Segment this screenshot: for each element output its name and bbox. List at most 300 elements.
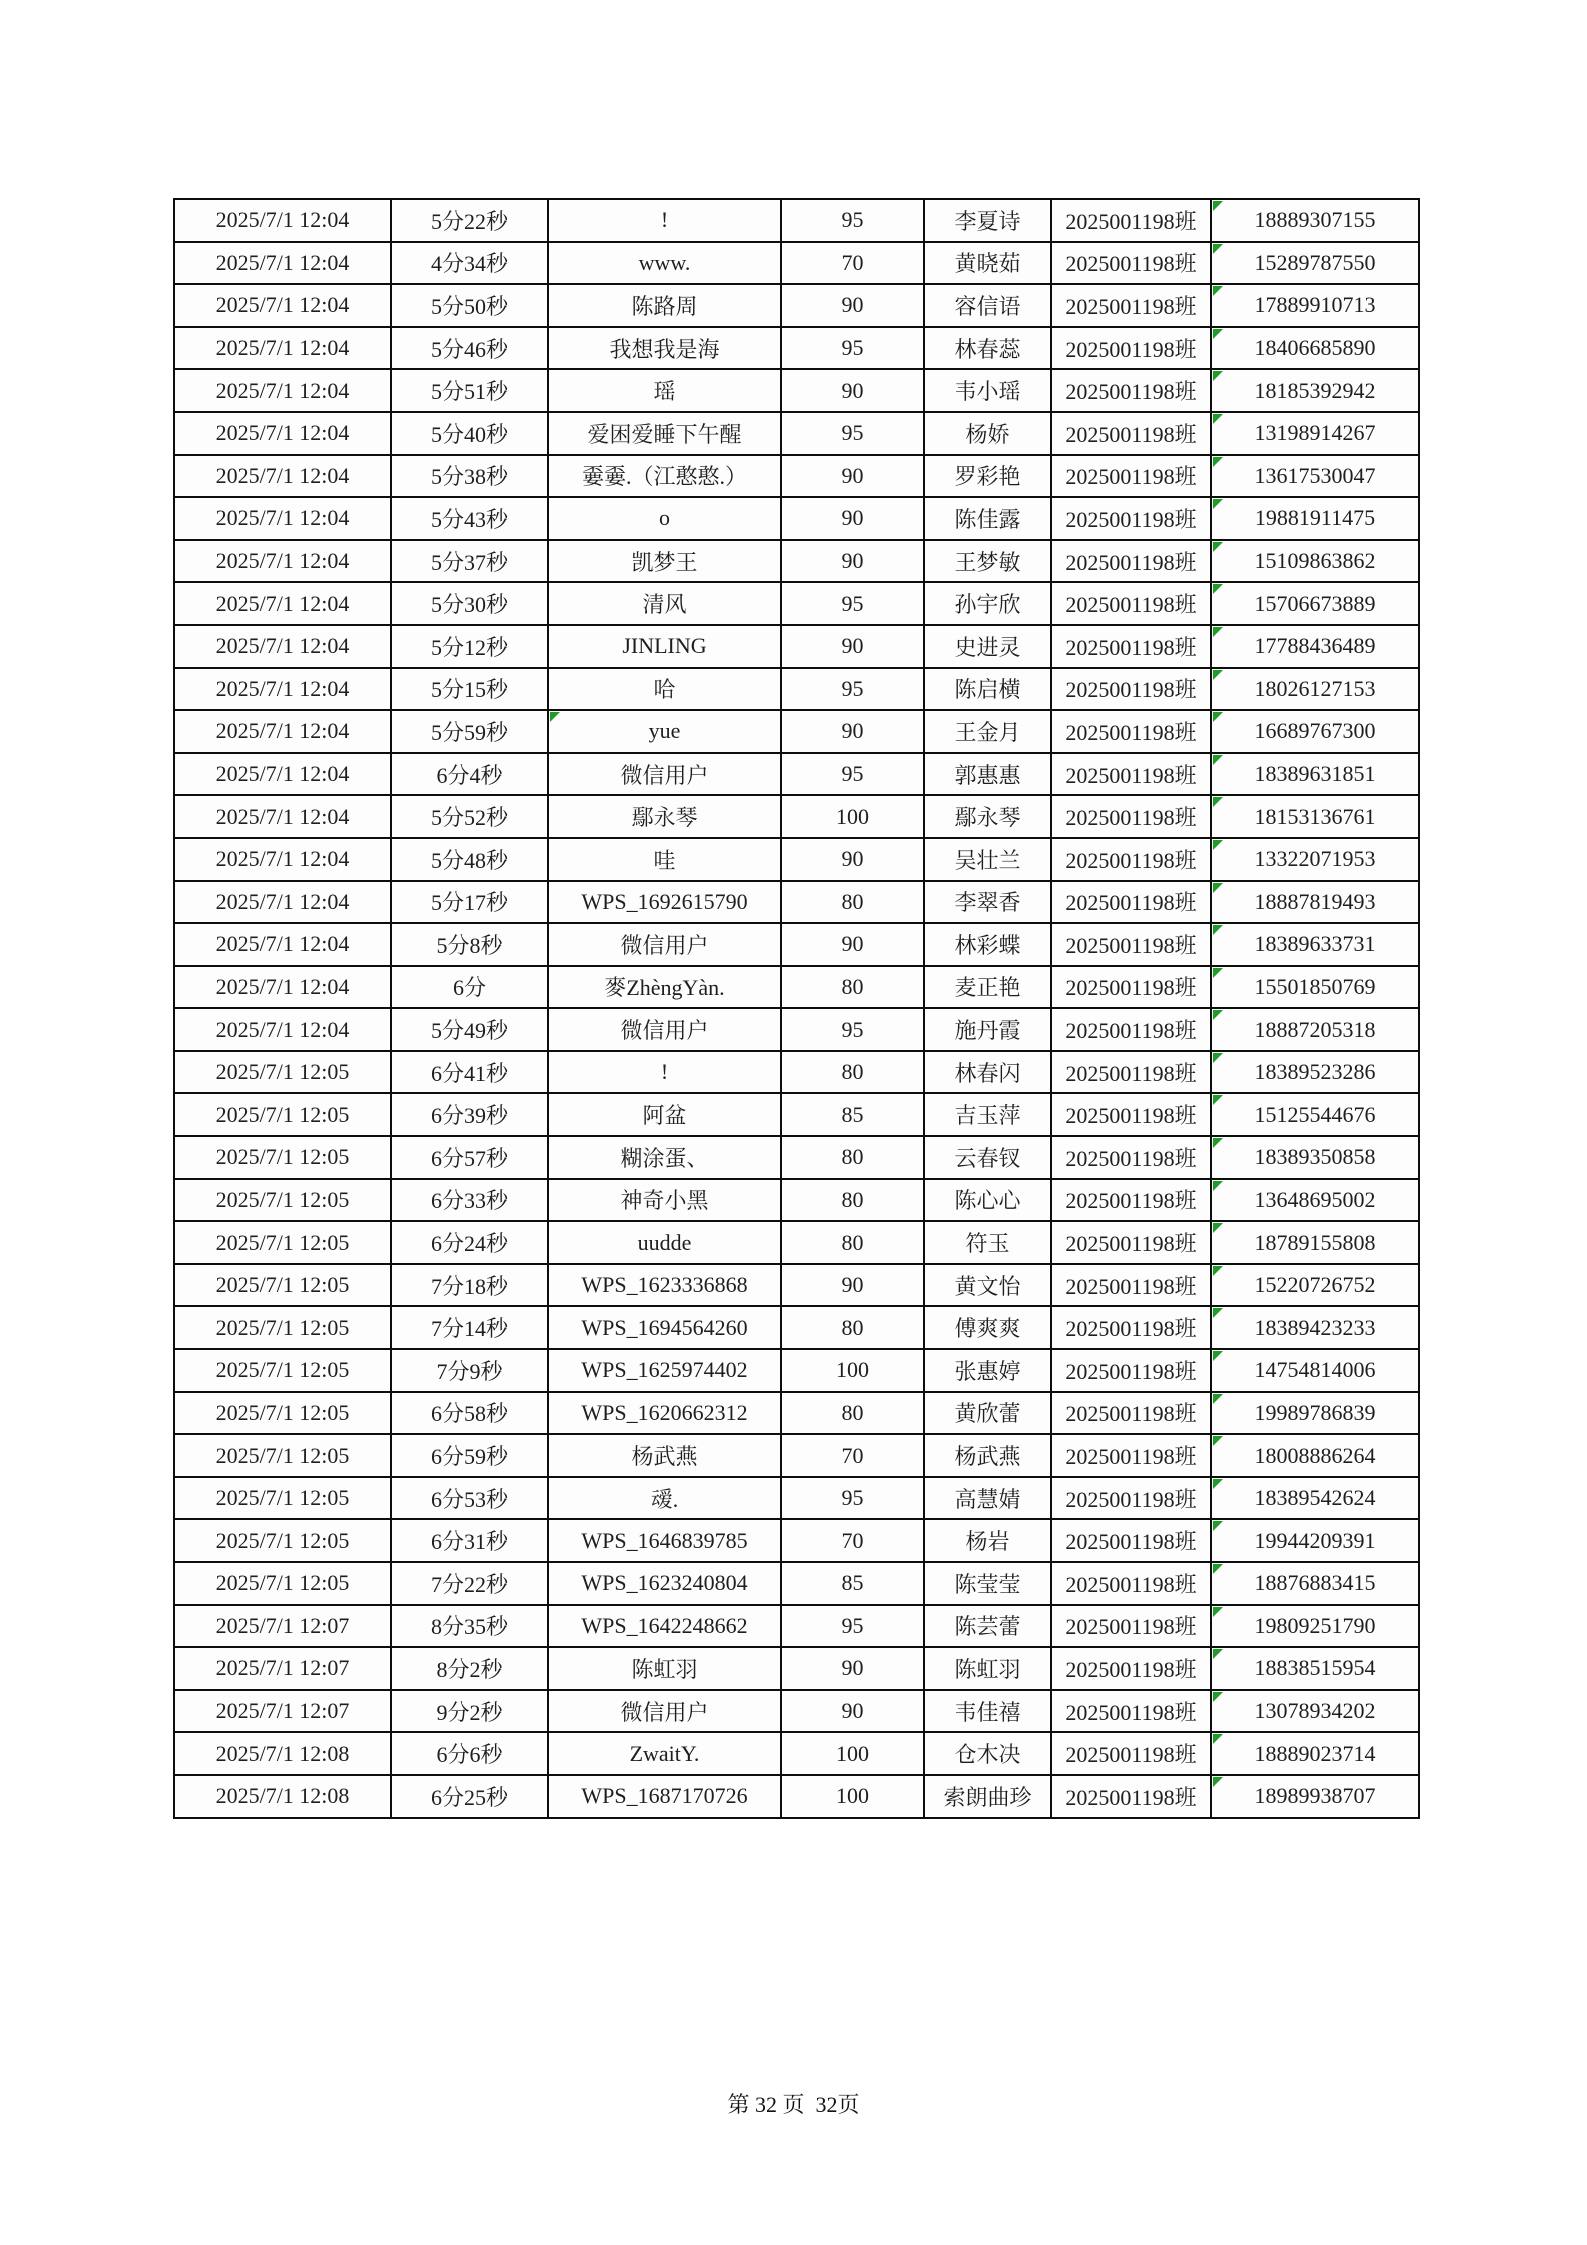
cell-duration: 6分59秒 [391, 1434, 548, 1477]
cell-nickname: 爱困爱睡下午醒 [548, 412, 781, 455]
cell-error-indicator-icon [1213, 1734, 1223, 1744]
cell-score: 100 [781, 1775, 924, 1818]
cell-score: 90 [781, 1264, 924, 1307]
cell-duration: 9分2秒 [391, 1690, 548, 1733]
cell-name: 黄晓茹 [924, 242, 1051, 285]
cell-phone: 15706673889 [1211, 582, 1419, 625]
cell-phone: 13648695002 [1211, 1179, 1419, 1222]
cell-class: 2025001198班 [1051, 540, 1211, 583]
cell-error-indicator-icon [1213, 797, 1223, 807]
cell-phone: 13322071953 [1211, 838, 1419, 881]
cell-class: 2025001198班 [1051, 242, 1211, 285]
cell-error-indicator-icon [1213, 499, 1223, 509]
cell-score: 90 [781, 838, 924, 881]
cell-phone: 18389523286 [1211, 1051, 1419, 1094]
cell-score: 90 [781, 710, 924, 753]
cell-datetime: 2025/7/1 12:04 [174, 710, 391, 753]
cell-nickname: ! [548, 1051, 781, 1094]
cell-nickname: 阿盆 [548, 1093, 781, 1136]
cell-error-indicator-icon [1213, 1053, 1223, 1063]
cell-name: 王梦敏 [924, 540, 1051, 583]
cell-nickname: WPS_1623240804 [548, 1562, 781, 1605]
cell-nickname: 微信用户 [548, 753, 781, 796]
table-row [174, 1008, 1419, 1051]
cell-score: 90 [781, 369, 924, 412]
table-row [174, 455, 1419, 498]
cell-score: 100 [781, 795, 924, 838]
cell-error-indicator-icon [1213, 1607, 1223, 1617]
cell-class: 2025001198班 [1051, 1732, 1211, 1775]
cell-duration: 5分12秒 [391, 625, 548, 668]
cell-phone: 13198914267 [1211, 412, 1419, 455]
cell-class: 2025001198班 [1051, 455, 1211, 498]
cell-score: 95 [781, 412, 924, 455]
cell-datetime: 2025/7/1 12:05 [174, 1434, 391, 1477]
table-row [174, 1690, 1419, 1733]
cell-phone: 18989938707 [1211, 1775, 1419, 1818]
cell-score: 85 [781, 1093, 924, 1136]
cell-class: 2025001198班 [1051, 199, 1211, 242]
cell-duration: 5分15秒 [391, 668, 548, 711]
cell-duration: 7分22秒 [391, 1562, 548, 1605]
cell-nickname: 神奇小黑 [548, 1179, 781, 1222]
cell-score: 95 [781, 582, 924, 625]
table-row [174, 1221, 1419, 1264]
table-row [174, 1477, 1419, 1520]
cell-duration: 8分35秒 [391, 1605, 548, 1648]
cell-name: 高慧婧 [924, 1477, 1051, 1520]
table-row [174, 1519, 1419, 1562]
cell-error-indicator-icon [1213, 371, 1223, 381]
table-row [174, 1179, 1419, 1222]
cell-duration: 5分22秒 [391, 199, 548, 242]
cell-phone: 18789155808 [1211, 1221, 1419, 1264]
cell-datetime: 2025/7/1 12:04 [174, 966, 391, 1009]
cell-error-indicator-icon [1213, 286, 1223, 296]
cell-error-indicator-icon [1213, 1010, 1223, 1020]
cell-name: 符玉 [924, 1221, 1051, 1264]
cell-error-indicator-icon [1213, 627, 1223, 637]
cell-score: 90 [781, 1690, 924, 1733]
cell-phone: 14754814006 [1211, 1349, 1419, 1392]
cell-class: 2025001198班 [1051, 668, 1211, 711]
cell-duration: 5分59秒 [391, 710, 548, 753]
cell-nickname: yue [548, 710, 781, 753]
table-row [174, 625, 1419, 668]
cell-duration: 7分9秒 [391, 1349, 548, 1392]
cell-error-indicator-icon [1213, 925, 1223, 935]
cell-datetime: 2025/7/1 12:04 [174, 284, 391, 327]
cell-datetime: 2025/7/1 12:05 [174, 1179, 391, 1222]
cell-duration: 5分49秒 [391, 1008, 548, 1051]
cell-score: 85 [781, 1562, 924, 1605]
table-row [174, 1392, 1419, 1435]
cell-datetime: 2025/7/1 12:04 [174, 369, 391, 412]
cell-error-indicator-icon [1213, 1564, 1223, 1574]
cell-datetime: 2025/7/1 12:05 [174, 1519, 391, 1562]
cell-nickname: 微信用户 [548, 1690, 781, 1733]
table-row [174, 1647, 1419, 1690]
cell-class: 2025001198班 [1051, 327, 1211, 370]
cell-error-indicator-icon [1213, 1181, 1223, 1191]
cell-duration: 6分41秒 [391, 1051, 548, 1094]
cell-datetime: 2025/7/1 12:07 [174, 1605, 391, 1648]
cell-nickname: 微信用户 [548, 923, 781, 966]
cell-duration: 6分31秒 [391, 1519, 548, 1562]
table-row [174, 1605, 1419, 1648]
cell-name: 张惠婷 [924, 1349, 1051, 1392]
cell-class: 2025001198班 [1051, 1221, 1211, 1264]
cell-phone: 15109863862 [1211, 540, 1419, 583]
cell-score: 90 [781, 284, 924, 327]
cell-class: 2025001198班 [1051, 881, 1211, 924]
cell-name: 麦正艳 [924, 966, 1051, 1009]
table-row [174, 199, 1419, 242]
cell-score: 95 [781, 668, 924, 711]
cell-nickname: 哈 [548, 668, 781, 711]
cell-score: 70 [781, 242, 924, 285]
cell-duration: 6分24秒 [391, 1221, 548, 1264]
cell-datetime: 2025/7/1 12:04 [174, 199, 391, 242]
cell-duration: 6分6秒 [391, 1732, 548, 1775]
cell-name: 孙宇欣 [924, 582, 1051, 625]
cell-error-indicator-icon [1213, 712, 1223, 722]
cell-datetime: 2025/7/1 12:05 [174, 1136, 391, 1179]
cell-name: 索朗曲珍 [924, 1775, 1051, 1818]
cell-phone: 18889023714 [1211, 1732, 1419, 1775]
cell-class: 2025001198班 [1051, 1392, 1211, 1435]
cell-duration: 5分30秒 [391, 582, 548, 625]
cell-score: 95 [781, 1008, 924, 1051]
cell-nickname: 我想我是海 [548, 327, 781, 370]
cell-name: 陈启横 [924, 668, 1051, 711]
cell-datetime: 2025/7/1 12:07 [174, 1690, 391, 1733]
table-row [174, 1349, 1419, 1392]
cell-class: 2025001198班 [1051, 412, 1211, 455]
cell-datetime: 2025/7/1 12:04 [174, 582, 391, 625]
cell-name: 史进灵 [924, 625, 1051, 668]
table-row [174, 923, 1419, 966]
cell-class: 2025001198班 [1051, 497, 1211, 540]
cell-phone: 18887205318 [1211, 1008, 1419, 1051]
cell-class: 2025001198班 [1051, 923, 1211, 966]
cell-class: 2025001198班 [1051, 1179, 1211, 1222]
cell-duration: 5分43秒 [391, 497, 548, 540]
cell-class: 2025001198班 [1051, 1264, 1211, 1307]
cell-phone: 18008886264 [1211, 1434, 1419, 1477]
cell-name: 云春钗 [924, 1136, 1051, 1179]
cell-phone: 19881911475 [1211, 497, 1419, 540]
table-row [174, 1434, 1419, 1477]
table-row [174, 1562, 1419, 1605]
cell-phone: 18389633731 [1211, 923, 1419, 966]
cell-datetime: 2025/7/1 12:04 [174, 881, 391, 924]
cell-name: 仓木决 [924, 1732, 1051, 1775]
cell-phone: 18389423233 [1211, 1306, 1419, 1349]
cell-duration: 6分33秒 [391, 1179, 548, 1222]
cell-score: 80 [781, 1221, 924, 1264]
cell-phone: 18153136761 [1211, 795, 1419, 838]
cell-name: 陈莹莹 [924, 1562, 1051, 1605]
cell-class: 2025001198班 [1051, 1093, 1211, 1136]
cell-duration: 5分50秒 [391, 284, 548, 327]
cell-phone: 15289787550 [1211, 242, 1419, 285]
cell-score: 90 [781, 540, 924, 583]
cell-phone: 13078934202 [1211, 1690, 1419, 1733]
cell-error-indicator-icon [1213, 584, 1223, 594]
cell-error-indicator-icon [1213, 1223, 1223, 1233]
cell-phone: 17889910713 [1211, 284, 1419, 327]
cell-class: 2025001198班 [1051, 1647, 1211, 1690]
cell-name: 施丹霞 [924, 1008, 1051, 1051]
table-row [174, 369, 1419, 412]
cell-duration: 5分51秒 [391, 369, 548, 412]
cell-duration: 6分53秒 [391, 1477, 548, 1520]
cell-nickname: 糊涂蛋、 [548, 1136, 781, 1179]
cell-score: 90 [781, 625, 924, 668]
cell-duration: 5分38秒 [391, 455, 548, 498]
cell-name: 李夏诗 [924, 199, 1051, 242]
cell-nickname: 杨武燕 [548, 1434, 781, 1477]
page-footer: 第 32 页 32页 [727, 2092, 860, 2117]
cell-score: 70 [781, 1434, 924, 1477]
cell-nickname: WPS_1625974402 [548, 1349, 781, 1392]
cell-class: 2025001198班 [1051, 1562, 1211, 1605]
records-table [173, 198, 1420, 1819]
table-row [174, 1093, 1419, 1136]
cell-nickname: WPS_1620662312 [548, 1392, 781, 1435]
cell-phone: 18887819493 [1211, 881, 1419, 924]
cell-nickname: WPS_1687170726 [548, 1775, 781, 1818]
table-row [174, 242, 1419, 285]
cell-class: 2025001198班 [1051, 582, 1211, 625]
table-row [174, 1264, 1419, 1307]
cell-error-indicator-icon [1213, 968, 1223, 978]
cell-name: 罗彩艳 [924, 455, 1051, 498]
cell-datetime: 2025/7/1 12:04 [174, 412, 391, 455]
cell-nickname: WPS_1623336868 [548, 1264, 781, 1307]
table-row [174, 540, 1419, 583]
cell-duration: 6分58秒 [391, 1392, 548, 1435]
cell-datetime: 2025/7/1 12:04 [174, 838, 391, 881]
cell-error-indicator-icon [550, 712, 560, 722]
cell-datetime: 2025/7/1 12:07 [174, 1647, 391, 1690]
cell-datetime: 2025/7/1 12:04 [174, 1008, 391, 1051]
cell-phone: 17788436489 [1211, 625, 1419, 668]
table-row [174, 1732, 1419, 1775]
cell-datetime: 2025/7/1 12:04 [174, 753, 391, 796]
cell-nickname: ZwaitY. [548, 1732, 781, 1775]
cell-score: 80 [781, 1136, 924, 1179]
cell-error-indicator-icon [1213, 670, 1223, 680]
cell-duration: 5分46秒 [391, 327, 548, 370]
cell-duration: 6分25秒 [391, 1775, 548, 1818]
cell-phone: 19944209391 [1211, 1519, 1419, 1562]
cell-name: 陈心心 [924, 1179, 1051, 1222]
cell-name: 韦佳禧 [924, 1690, 1051, 1733]
cell-class: 2025001198班 [1051, 1690, 1211, 1733]
table-row [174, 1775, 1419, 1818]
table-row [174, 795, 1419, 838]
table-row [174, 412, 1419, 455]
table-row [174, 668, 1419, 711]
cell-nickname: 嫑嫑.（江憨憨.） [548, 455, 781, 498]
cell-score: 70 [781, 1519, 924, 1562]
cell-nickname: 凯梦王 [548, 540, 781, 583]
cell-error-indicator-icon [1213, 1095, 1223, 1105]
cell-name: 韦小瑶 [924, 369, 1051, 412]
cell-error-indicator-icon [1213, 1436, 1223, 1446]
table-row [174, 753, 1419, 796]
cell-name: 鄢永琴 [924, 795, 1051, 838]
cell-error-indicator-icon [1213, 1692, 1223, 1702]
cell-phone: 18185392942 [1211, 369, 1419, 412]
cell-duration: 7分18秒 [391, 1264, 548, 1307]
cell-datetime: 2025/7/1 12:05 [174, 1349, 391, 1392]
cell-name: 黄欣蕾 [924, 1392, 1051, 1435]
cell-phone: 18389631851 [1211, 753, 1419, 796]
cell-score: 90 [781, 1647, 924, 1690]
cell-datetime: 2025/7/1 12:04 [174, 540, 391, 583]
cell-class: 2025001198班 [1051, 1008, 1211, 1051]
cell-duration: 5分37秒 [391, 540, 548, 583]
cell-datetime: 2025/7/1 12:05 [174, 1562, 391, 1605]
cell-datetime: 2025/7/1 12:04 [174, 923, 391, 966]
table-row [174, 327, 1419, 370]
cell-class: 2025001198班 [1051, 966, 1211, 1009]
cell-error-indicator-icon [1213, 201, 1223, 211]
cell-name: 林春闪 [924, 1051, 1051, 1094]
cell-score: 80 [781, 1392, 924, 1435]
cell-error-indicator-icon [1213, 840, 1223, 850]
cell-class: 2025001198班 [1051, 1434, 1211, 1477]
cell-phone: 15220726752 [1211, 1264, 1419, 1307]
cell-score: 80 [781, 1051, 924, 1094]
cell-class: 2025001198班 [1051, 1051, 1211, 1094]
cell-score: 95 [781, 753, 924, 796]
cell-phone: 19989786839 [1211, 1392, 1419, 1435]
cell-name: 陈佳露 [924, 497, 1051, 540]
cell-class: 2025001198班 [1051, 1136, 1211, 1179]
cell-score: 90 [781, 497, 924, 540]
cell-class: 2025001198班 [1051, 369, 1211, 412]
cell-name: 林彩蝶 [924, 923, 1051, 966]
cell-nickname: 陈虹羽 [548, 1647, 781, 1690]
cell-datetime: 2025/7/1 12:04 [174, 668, 391, 711]
cell-class: 2025001198班 [1051, 710, 1211, 753]
cell-score: 100 [781, 1732, 924, 1775]
cell-phone: 18876883415 [1211, 1562, 1419, 1605]
cell-phone: 18389350858 [1211, 1136, 1419, 1179]
cell-duration: 5分52秒 [391, 795, 548, 838]
table-row [174, 881, 1419, 924]
cell-error-indicator-icon [1213, 244, 1223, 254]
cell-nickname: 哇 [548, 838, 781, 881]
cell-error-indicator-icon [1213, 329, 1223, 339]
cell-score: 80 [781, 1179, 924, 1222]
cell-nickname: 清风 [548, 582, 781, 625]
cell-duration: 4分34秒 [391, 242, 548, 285]
cell-class: 2025001198班 [1051, 1775, 1211, 1818]
cell-datetime: 2025/7/1 12:05 [174, 1264, 391, 1307]
table-row [174, 284, 1419, 327]
cell-phone: 18889307155 [1211, 199, 1419, 242]
cell-score: 95 [781, 327, 924, 370]
cell-error-indicator-icon [1213, 457, 1223, 467]
cell-nickname: uudde [548, 1221, 781, 1264]
cell-score: 80 [781, 966, 924, 1009]
cell-datetime: 2025/7/1 12:04 [174, 242, 391, 285]
cell-datetime: 2025/7/1 12:05 [174, 1051, 391, 1094]
cell-name: 陈芸蕾 [924, 1605, 1051, 1648]
cell-score: 95 [781, 1605, 924, 1648]
cell-class: 2025001198班 [1051, 795, 1211, 838]
cell-name: 吴壮兰 [924, 838, 1051, 881]
cell-nickname: 麥ZhèngYàn. [548, 966, 781, 1009]
cell-class: 2025001198班 [1051, 625, 1211, 668]
cell-duration: 7分14秒 [391, 1306, 548, 1349]
cell-nickname: WPS_1646839785 [548, 1519, 781, 1562]
cell-class: 2025001198班 [1051, 1349, 1211, 1392]
cell-nickname: 瑶 [548, 369, 781, 412]
cell-duration: 6分39秒 [391, 1093, 548, 1136]
cell-name: 杨岩 [924, 1519, 1051, 1562]
table-row [174, 838, 1419, 881]
cell-name: 傅爽爽 [924, 1306, 1051, 1349]
cell-nickname: 鄢永琴 [548, 795, 781, 838]
cell-datetime: 2025/7/1 12:05 [174, 1306, 391, 1349]
cell-nickname: JINLING [548, 625, 781, 668]
cell-duration: 5分8秒 [391, 923, 548, 966]
cell-score: 80 [781, 881, 924, 924]
cell-error-indicator-icon [1213, 1479, 1223, 1489]
cell-name: 杨娇 [924, 412, 1051, 455]
cell-error-indicator-icon [1213, 1138, 1223, 1148]
cell-nickname: 叆. [548, 1477, 781, 1520]
cell-score: 80 [781, 1306, 924, 1349]
cell-class: 2025001198班 [1051, 1477, 1211, 1520]
cell-datetime: 2025/7/1 12:08 [174, 1732, 391, 1775]
cell-class: 2025001198班 [1051, 284, 1211, 327]
cell-name: 李翠香 [924, 881, 1051, 924]
cell-datetime: 2025/7/1 12:04 [174, 625, 391, 668]
cell-datetime: 2025/7/1 12:08 [174, 1775, 391, 1818]
cell-error-indicator-icon [1213, 883, 1223, 893]
cell-name: 容信语 [924, 284, 1051, 327]
cell-duration: 5分40秒 [391, 412, 548, 455]
cell-phone: 18026127153 [1211, 668, 1419, 711]
table-row [174, 1136, 1419, 1179]
cell-datetime: 2025/7/1 12:04 [174, 455, 391, 498]
cell-score: 90 [781, 455, 924, 498]
cell-phone: 18406685890 [1211, 327, 1419, 370]
cell-nickname: ! [548, 199, 781, 242]
cell-name: 陈虹羽 [924, 1647, 1051, 1690]
cell-phone: 18838515954 [1211, 1647, 1419, 1690]
cell-error-indicator-icon [1213, 1521, 1223, 1531]
cell-duration: 5分48秒 [391, 838, 548, 881]
cell-nickname: WPS_1694564260 [548, 1306, 781, 1349]
cell-class: 2025001198班 [1051, 753, 1211, 796]
cell-nickname: WPS_1642248662 [548, 1605, 781, 1648]
table-row [174, 1051, 1419, 1094]
cell-datetime: 2025/7/1 12:05 [174, 1392, 391, 1435]
cell-datetime: 2025/7/1 12:04 [174, 327, 391, 370]
cell-nickname: 陈路周 [548, 284, 781, 327]
cell-error-indicator-icon [1213, 1266, 1223, 1276]
cell-datetime: 2025/7/1 12:04 [174, 795, 391, 838]
cell-phone: 18389542624 [1211, 1477, 1419, 1520]
